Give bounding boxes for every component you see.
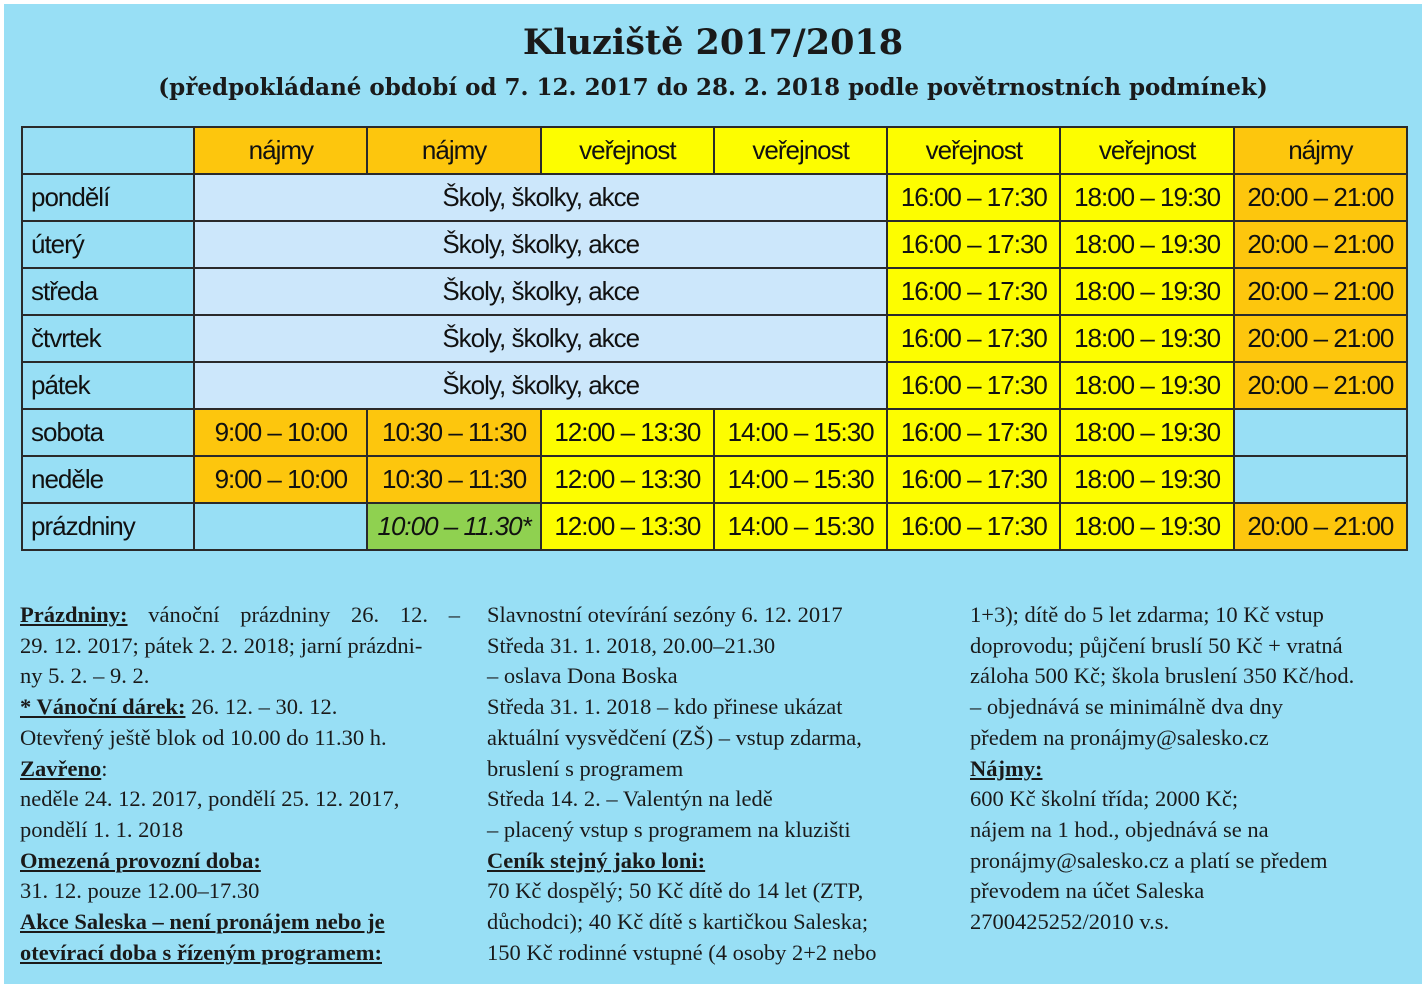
note-line: 150 Kč rodinné vstupné (4 osoby 2+2 nebo [487, 939, 877, 965]
time-cell: 14:00 – 15:30 [714, 409, 887, 456]
time-cell: 18:00 – 19:30 [1060, 456, 1233, 503]
note-line: – objednává se minimálně dva dny [970, 694, 1284, 720]
note-heading: Ceník stejný jako loni: [487, 847, 706, 873]
time-cell: 18:00 – 19:30 [1060, 503, 1233, 550]
note-line: 70 Kč dospělý; 50 Kč dítě do 14 let (ZTP, [487, 878, 864, 904]
time-cell: 12:00 – 13:30 [541, 456, 714, 503]
note-line: ny 5. 2. – 9. 2. [20, 663, 150, 689]
note-heading: Nájmy: [970, 755, 1043, 781]
table-row [22, 221, 1407, 268]
notes-column-2 [487, 600, 937, 968]
note-line: důchodci); 40 Kč dítě s kartičkou Saleska; [487, 909, 869, 935]
time-cell: 16:00 – 17:30 [887, 409, 1060, 456]
header-cell: nájmy [194, 127, 367, 174]
time-cell: 20:00 – 21:00 [1234, 221, 1407, 268]
header-corner [22, 127, 194, 174]
note-line: aktuální vysvědčení (ZŠ) – vstup zdarma, [487, 724, 862, 750]
time-cell: 10:30 – 11:30 [367, 409, 540, 456]
note-line: bruslení s programem [487, 755, 684, 781]
table-row [22, 268, 1407, 315]
time-cell: 20:00 – 21:00 [1234, 362, 1407, 409]
schools-cell: Školy, školky, akce [194, 268, 887, 315]
header-cell: nájmy [367, 127, 540, 174]
note-line: Středa 14. 2. – Valentýn na ledě [487, 786, 773, 812]
empty-cell [194, 503, 367, 550]
note-line: předem na pronájmy@salesko.cz [970, 724, 1269, 750]
time-cell: 14:00 – 15:30 [714, 456, 887, 503]
note-line: doprovodu; půjčení bruslí 50 Kč + vratná [970, 632, 1343, 658]
note-line [20, 754, 460, 785]
empty-cell [1234, 409, 1407, 456]
note-line: Středa 31. 1. 2018, 20.00–21.30 [487, 632, 776, 658]
note-heading: Prázdniny: [20, 602, 128, 627]
time-cell: 20:00 – 21:00 [1234, 315, 1407, 362]
day-label: neděle [22, 456, 194, 503]
schools-cell: Školy, školky, akce [194, 315, 887, 362]
note-line: – placený vstup s programem na kluzišti [487, 816, 851, 842]
table-row [22, 362, 1407, 409]
note-word: 26. [350, 602, 380, 627]
note-heading: * Vánoční dárek: [20, 694, 186, 720]
header-cell: veřejnost [887, 127, 1060, 174]
schedule-table [21, 126, 1408, 551]
note-text: 26. 12. – 30. 12. [185, 694, 338, 720]
note-word: prázdniny [240, 602, 331, 627]
note-line: Středa 31. 1. 2018 – kdo přinese ukázat [487, 694, 843, 720]
note-line [20, 846, 460, 877]
time-cell: 18:00 – 19:30 [1060, 362, 1233, 409]
header-cell: nájmy [1234, 127, 1407, 174]
header-row [22, 127, 1407, 174]
table-row [22, 315, 1407, 362]
note-line [970, 754, 1410, 785]
table-row [22, 503, 1407, 550]
note-line: 2700425252/2010 v.s. [970, 909, 1170, 935]
time-cell: 10:30 – 11:30 [367, 456, 540, 503]
day-label: sobota [22, 409, 194, 456]
note-heading: Zavřeno [20, 755, 102, 781]
note-line [20, 907, 460, 938]
schools-cell: Školy, školky, akce [194, 362, 887, 409]
schools-cell: Školy, školky, akce [194, 174, 887, 221]
poster [4, 4, 1422, 984]
time-cell: 20:00 – 21:00 [1234, 268, 1407, 315]
note-line: 29. 12. 2017; pátek 2. 2. 2018; jarní prázdni- [20, 632, 423, 658]
note-line: neděle 24. 12. 2017, pondělí 25. 12. 2017, [20, 786, 400, 812]
note-line: nájem na 1 hod., objednává se na [970, 816, 1269, 842]
note-heading: Omezená provozní doba: [20, 847, 261, 873]
schools-cell: Školy, školky, akce [194, 221, 887, 268]
time-cell: 16:00 – 17:30 [887, 503, 1060, 550]
day-label: čtvrtek [22, 315, 194, 362]
day-label: úterý [22, 221, 194, 268]
time-cell: 14:00 – 15:30 [714, 503, 887, 550]
note-line: pronájmy@salesko.cz a platí se předem [970, 847, 1328, 873]
note-colon: : [101, 755, 108, 781]
time-cell: 20:00 – 21:00 [1234, 503, 1407, 550]
note-line [20, 600, 460, 631]
note-line: – oslava Dona Boska [487, 663, 678, 689]
table-row [22, 409, 1407, 456]
time-cell: 12:00 – 13:30 [541, 503, 714, 550]
time-cell: 16:00 – 17:30 [887, 268, 1060, 315]
note-line [487, 846, 937, 877]
time-cell: 9:00 – 10:00 [194, 456, 367, 503]
empty-cell [1234, 456, 1407, 503]
day-label: středa [22, 268, 194, 315]
note-heading: otevírací doba s řízeným programem: [20, 939, 382, 965]
time-cell: 16:00 – 17:30 [887, 221, 1060, 268]
time-cell: 16:00 – 17:30 [887, 456, 1060, 503]
note-line: Otevřený ještě blok od 10.00 do 11.30 h. [20, 724, 387, 750]
note-line: záloha 500 Kč; škola bruslení 350 Kč/hod. [970, 663, 1355, 689]
time-cell: 18:00 – 19:30 [1060, 221, 1233, 268]
note-line: 1+3); dítě do 5 let zdarma; 10 Kč vstup [970, 602, 1324, 627]
day-label: pondělí [22, 174, 194, 221]
header-cell: veřejnost [1060, 127, 1233, 174]
day-label: pátek [22, 362, 194, 409]
header-cell: veřejnost [541, 127, 714, 174]
page-subtitle: (předpokládané období od 7. 12. 2017 do 28. 2. 2018 podle povětrnostních podmínek) [158, 74, 1268, 101]
note-line: pondělí 1. 1. 2018 [20, 816, 184, 842]
note-line: Slavnostní otevírání sezóny 6. 12. 2017 [487, 602, 843, 627]
note-line: 31. 12. pouze 12.00–17.30 [20, 878, 260, 904]
notes-column-1 [20, 600, 460, 968]
note-line: 600 Kč školní třída; 2000 Kč; [970, 786, 1239, 812]
time-cell: 16:00 – 17:30 [887, 315, 1060, 362]
note-word: 12. [399, 602, 428, 627]
time-cell: 16:00 – 17:30 [887, 362, 1060, 409]
time-cell: 12:00 – 13:30 [541, 409, 714, 456]
header-cell: veřejnost [714, 127, 887, 174]
note-word: vánoční [148, 602, 220, 627]
time-cell-special: 10:00 – 11.30* [367, 503, 540, 550]
time-cell: 18:00 – 19:30 [1060, 174, 1233, 221]
note-line [20, 692, 460, 723]
time-cell: 9:00 – 10:00 [194, 409, 367, 456]
notes-column-3 [970, 600, 1410, 938]
time-cell: 18:00 – 19:30 [1060, 409, 1233, 456]
page-title: Kluziště 2017/2018 [522, 22, 904, 63]
time-cell: 18:00 – 19:30 [1060, 268, 1233, 315]
time-cell: 20:00 – 21:00 [1234, 174, 1407, 221]
time-cell: 18:00 – 19:30 [1060, 315, 1233, 362]
note-line [20, 938, 460, 969]
time-cell: 16:00 – 17:30 [887, 174, 1060, 221]
table-row [22, 174, 1407, 221]
note-line: převodem na účet Saleska [970, 878, 1205, 904]
table-row [22, 456, 1407, 503]
note-heading: Akce Saleska – není pronájem nebo je [20, 909, 385, 935]
note-word: – [448, 602, 460, 627]
day-label: prázdniny [22, 503, 194, 550]
